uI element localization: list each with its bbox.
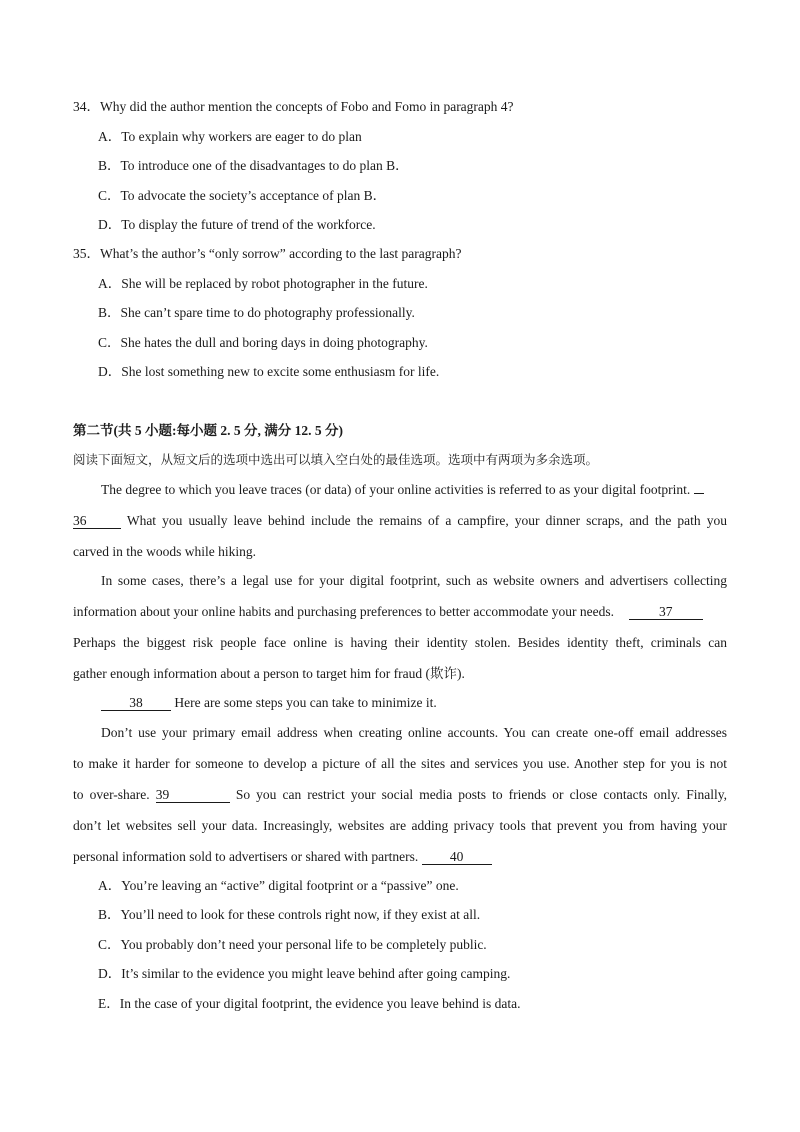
passage-line: carved in the woods while hiking. [73, 544, 256, 559]
passage-line: to make it harder for someone to develop a picture of all the sites and services you use. Another step for you is not [73, 756, 727, 771]
blank-37: 37 [629, 604, 703, 620]
passage-line [73, 848, 727, 866]
question-35-option-b: B．She can’t spare time to do photography professionally. [98, 305, 415, 320]
passage-line: In some cases, there’s a legal use for your digital footprint, such as website owners and advertisers collecting [101, 573, 727, 588]
passage-text: to over-share. [73, 787, 150, 802]
question-34-option-b: B．To introduce one of the disadvantages to do plan B． [98, 158, 409, 173]
passage-text: Here are some steps you can take to minimize it. [174, 695, 437, 710]
section-title: 第二节(共 5 小题:每小题 2. 5 分, 满分 12. 5 分) [73, 423, 343, 438]
passage-line: Don’t use your primary email address when creating online accounts. You can create one-off email addresses [101, 725, 727, 740]
answer-option-c: C．You probably don’t need your personal life to be completely public. [98, 937, 487, 952]
question-35-option-d: D．She lost something new to excite some enthusiasm for life. [98, 364, 440, 379]
answer-option-a: A．You’re leaving an “active” digital footprint or a “passive” one. [98, 878, 459, 893]
passage-line [73, 603, 753, 621]
question-34-option-a: A．To explain why workers are eager to do plan [98, 129, 362, 144]
blank-36: 36 [73, 513, 121, 529]
passage-text: personal information sold to advertisers or shared with partners. [73, 849, 419, 864]
question-35-option-a: A．She will be replaced by robot photographer in the future. [98, 276, 428, 291]
question-34-stem: 34．Why did the author mention the concepts of Fobo and Fomo in paragraph 4? [73, 99, 514, 114]
answer-option-b: B．You’ll need to look for these controls right now, if they exist at all. [98, 907, 481, 922]
blank-36-start [694, 493, 704, 494]
blank-39: 39 [156, 787, 230, 803]
question-35-option-c: C．She hates the dull and boring days in doing photography. [98, 335, 428, 350]
question-34-option-d: D．To display the future of trend of the workforce. [98, 217, 376, 232]
section-instruction: 阅读下面短文，从短文后的选项中选出可以填入空白处的最佳选项。选项中有两项为多余选项。 [73, 452, 599, 467]
passage-line [73, 512, 727, 530]
passage-text: information about your online habits and purchasing preferences to better accommodate your needs. [73, 604, 614, 619]
question-34-option-c: C．To advocate the society’s acceptance of plan B． [98, 188, 387, 203]
answer-option-d: D．It’s similar to the evidence you might leave behind after going camping. [98, 966, 511, 981]
passage-text: The degree to which you leave traces (or data) of your online activities is referred to as your digital footprint. [101, 482, 691, 497]
passage-line [73, 786, 727, 804]
blank-40: 40 [422, 849, 492, 865]
passage-text: What you usually leave behind include the remains of a campfire, your dinner scraps, and the path you [126, 513, 727, 528]
passage-line [101, 694, 437, 712]
passage-line: gather enough information about a person to target him for fraud (欺诈). [73, 666, 465, 681]
answer-option-e: E．In the case of your digital footprint, the evidence you leave behind is data. [98, 996, 521, 1011]
passage-text: So you can restrict your social media posts to friends or close contacts only. Finally, [235, 787, 728, 802]
passage-line: Perhaps the biggest risk people face online is having their identity stolen. Besides identity theft, criminals can [73, 635, 727, 650]
passage-line [101, 481, 704, 499]
question-35-stem: 35．What’s the author’s “only sorrow” according to the last paragraph? [73, 246, 462, 261]
blank-38: 38 [101, 695, 171, 711]
passage-line: don’t let websites sell your data. Increasingly, websites are adding privacy tools that prevent you from having your [73, 818, 727, 833]
